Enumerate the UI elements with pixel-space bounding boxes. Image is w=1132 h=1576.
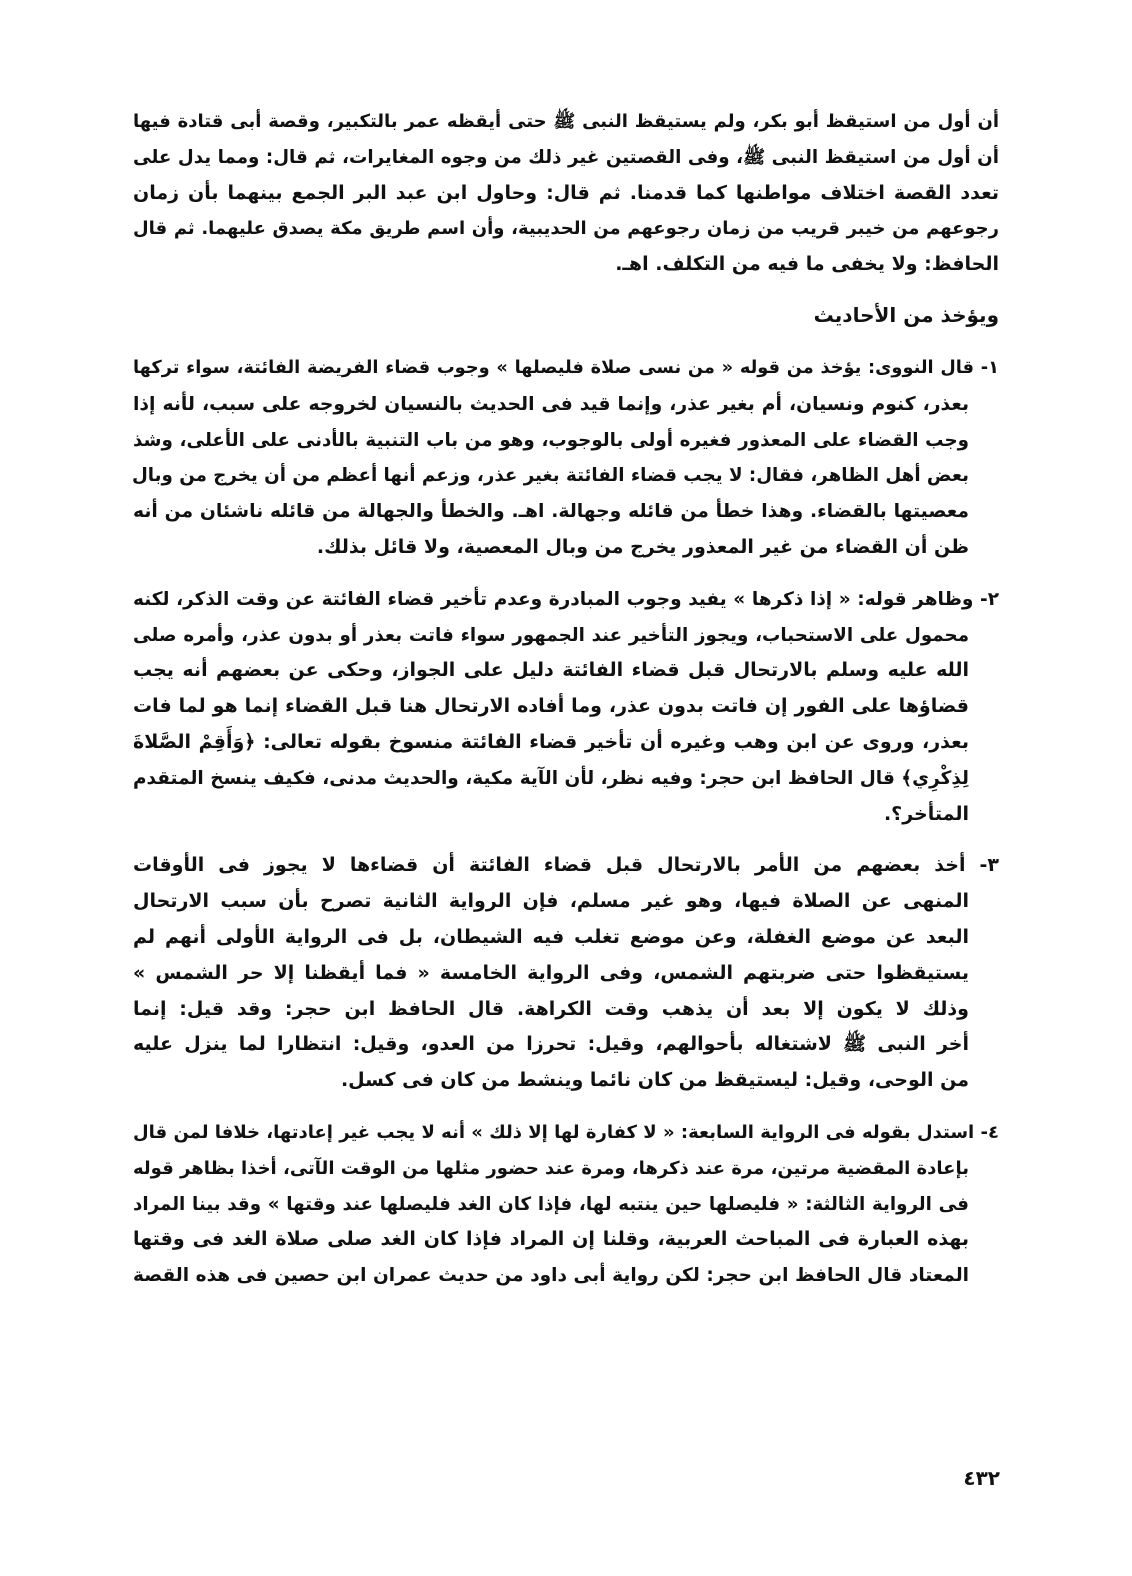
text-line — [133, 848, 999, 884]
text-line: المنهى عن الصلاة فيها، وهو غير مسلم، فإن الرواية الثانية تصرح بأن سبب الارتحال — [133, 890, 969, 913]
text-line: وجب القضاء على المعذور فغيره أولى بالوجوب، وهو من باب التنبية بالأدنى على الأعلى، وشذ — [133, 429, 969, 451]
text-line: أن أول من استيقظ أبو بكر، ولم يستيقظ النبى ﷺ حتى أيقظه عمر بالتكبير، وقصة أبى قتادة فيها — [133, 111, 999, 132]
text-line: لِذِكْرِي﴾ قال الحافظ ابن حجر: وفيه نظر، لأن الآية مكية، والحديث مدنى، فكيف ينسخ المتقدم — [132, 767, 969, 789]
text-line — [133, 351, 999, 387]
item-number: ٤- — [980, 1121, 999, 1143]
text-line: وذلك لا يكون إلا بعد أن يذهب وقت الكراهة. قال الحافظ ابن حجر: وقد قيل: إنما — [133, 997, 969, 1020]
text-line: الله عليه وسلم بالارتحال قبل قضاء الفائتة دليل على الجواز، وحكى عن بعضهم أنه يجب — [133, 659, 969, 682]
numbered-item — [133, 582, 999, 833]
text-line: المعتاد قال الحافظ ابن حجر: لكن رواية أبى داود من حديث عمران ابن حصين فى هذه القصة — [133, 1265, 969, 1287]
text-line: معصيتها بالقضاء. وهذا خطأ من قائله وجهالة. اهـ. والخطأ والجهالة من قائله ناشئان من أنه — [133, 501, 969, 523]
text-line: أخر النبى ﷺ لاشتغاله بأحوالهم، وقيل: تحرزا من العدو، وقيل: انتظارا لما ينزل عليه — [133, 1033, 969, 1056]
text-line: فى الرواية الثالثة: « فليصلها حين ينتبه لها، فإذا كان الغد فليصلها عند وقتها » وقد بينا المراد — [133, 1193, 969, 1215]
text-line: ظن أن القضاء من غير المعذور يخرج من وبال المعصية، ولا قائل بذلك. — [316, 535, 969, 558]
text-line: بإعادة المقضية مرتين، مرة عند ذكرها، ومرة عند حضور مثلها من الوقت الآتى، أخذا بظاهر قوله — [133, 1157, 969, 1179]
text-line: بعذر، كنوم ونسيان، أم بغير عذر، وإنما قيد فى الحديث بالنسيان لخروجه على سبب، لأنه إذا — [133, 393, 969, 415]
text-line: رجوعهم من خيبر قريب من زمان رجوعهم من الحديبية، وأن اسم طريق مكة يصدق عليهما. ثم قال — [133, 218, 999, 240]
item-number: ٣- — [979, 854, 999, 877]
item-text: أخذ بعضهم من الأمر بالارتحال قبل قضاء الفائتة أن قضاءها لا يجوز فى الأوقات — [133, 854, 966, 877]
numbered-item — [133, 1115, 999, 1294]
item-text: قال النووى: يؤخذ من قوله « من نسى صلاة فليصلها » وجوب قضاء الفريضة الفائتة، سواء تركها — [133, 357, 975, 378]
text-line — [133, 582, 999, 618]
page-body — [133, 104, 999, 1310]
text-line: تعدد القصة اختلاف مواطنها كما قدمنا. ثم قال: وحاول ابن عبد البر الجمع بينهما بأن زمان — [133, 181, 999, 204]
intro-paragraph — [133, 104, 999, 283]
text-line: بهذه العبارة فى المباحث العربية، وقلنا إن المراد فإذا كان الغد صلى صلاة الغد فى وقتها — [133, 1228, 969, 1251]
section-heading: ويؤخذ من الأحاديث — [813, 302, 999, 327]
text-line: قضاؤها على الفور إن فاتت بدون عذر، وما أفاده الارتحال هنا قبل القضاء إنما هو لما فات — [133, 695, 969, 718]
text-line: يستيقظوا حتى ضربتهم الشمس، وفى الرواية الخامسة « فما أيقظنا إلا حر الشمس » — [133, 961, 969, 984]
text-line: أن أول من استيقظ النبى ﷺ، وفى القصتين غير ذلك من وجوه المغايرات، ثم قال: ومما يدل على — [133, 146, 999, 168]
text-line: الحافظ: ولا يخفى ما فيه من التكلف. اهـ. — [615, 253, 999, 276]
item-text: استدل بقوله فى الرواية السابعة: « لا كفارة لها إلا ذلك » أنه لا يجب غير إعادتها، خلافا لمن قال — [133, 1121, 975, 1143]
text-line: البعد عن موضع الغفلة، وعن موضع تغلب فيه الشيطان، بل فى الرواية الأولى أنهم لم — [133, 925, 969, 948]
item-text: وظاهر قوله: « إذا ذكرها » يفيد وجوب المبادرة وعدم تأخير قضاء الفائتة عن وقت الذكر، لكنه — [133, 588, 974, 610]
numbered-item — [133, 848, 999, 1099]
numbered-item — [133, 351, 999, 566]
text-line — [133, 1115, 999, 1151]
text-line-quran-citation: بعذر، وروى عن ابن وهب وغيره أن تأخير قضاء الفائتة منسوخ بقوله تعالى: ﴿وَأَقِمْ الصَّلاةَ — [133, 730, 969, 753]
item-number: ١- — [980, 357, 999, 378]
item-number: ٢- — [980, 588, 999, 610]
text-line: محمول على الاستحباب، ويجوز التأخير عند الجمهور سواء فاتت بعذر أو بدون عذر، وأمره صلى — [133, 624, 969, 646]
text-line: بعض أهل الظاهر، فقال: لا يجب قضاء الفائتة بغير عذر، وزعم أنها أعظم من أن يخرج من وبال — [131, 465, 969, 487]
page-number: ٤٣٢ — [963, 1466, 1000, 1490]
text-line: من الوحى، وقيل: ليستيقظ من كان نائما وينشط من كان فى كسل. — [340, 1069, 969, 1092]
text-line: المتأخر؟. — [883, 802, 969, 825]
